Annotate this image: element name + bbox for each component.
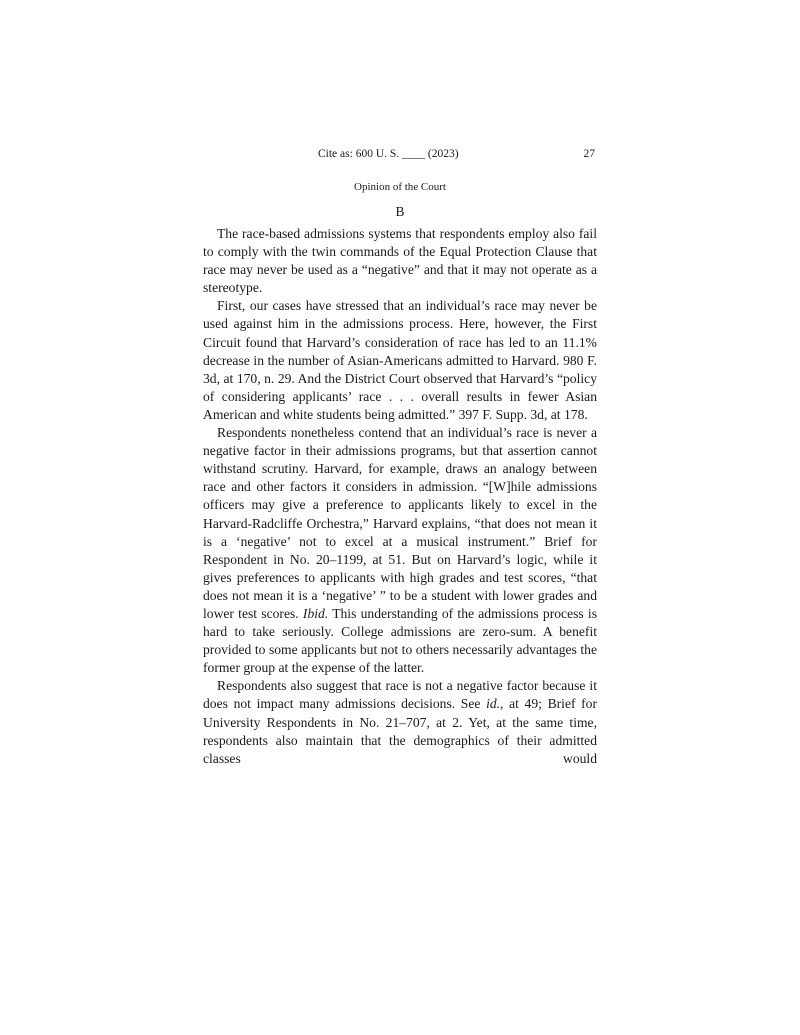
ibid-citation: Ibid.: [302, 605, 329, 621]
paragraph-4-text-b: , at 49; Brief for University Respondents in No. 21–707, at 2. Yet, at the same time, respondents also maintain that the demographics of their admitted classes would: [203, 696, 597, 766]
opinion-body: [203, 225, 597, 768]
paragraph-3: [203, 424, 597, 677]
paragraph-3-text-b: This understanding of the admissions process is hard to take seriously. College admissions are zero-sum. A benefit provided to some applicants but not to others necessarily advantages the former group at the expense of the latter.: [203, 605, 597, 676]
paragraph-3-text-a: Respondents nonetheless contend that an individual’s race is never a negative factor in their admissions programs, but that assertion cannot withstand scrutiny. Harvard, for example, draws an analogy between race and other factors it considers in admission. “[W]hile admissions officers may give a preference to applicants likely to excel in the Harvard-Radcliffe Orchestra,” Harvard explains, “that does not mean it is a ‘negative’ not to excel at a musical instrument.” Brief for Respondent in No. 20–1199, at 51. But on Harvard’s logic, while it gives preferences to applicants with high grades and test scores, “that does not mean it is a ‘negative’ ” to be a student with lower grades and lower test scores.: [203, 425, 597, 621]
id-citation: id.: [486, 696, 501, 712]
paragraph-2: First, our cases have stressed that an individual’s race may never be used against him in the admissions process. Here, however, the First Circuit found that Harvard’s consideration of race has led to an 11.1% decrease in the number of Asian-Americans admitted to Harvard. 980 F. 3d, at 170, n. 29. And the District Court observed that Harvard’s “policy of considering applicants’ race . . . overall results in fewer Asian American and white students being admitted.” 397 F. Supp. 3d, at 178.: [203, 298, 597, 422]
page-number: 27: [583, 148, 595, 160]
paragraph-4-text-a: Respondents also suggest that race is not a negative factor because it does not impact many admissions decisions. See: [203, 678, 597, 712]
paragraph-4: [203, 677, 597, 767]
paragraph-1: The race-based admissions systems that respondents employ also fail to comply with the twin commands of the Equal Protection Clause that race may never be used as a “negative” and that it may not operate as a stereotype.: [203, 226, 597, 296]
citation-line: Cite as: 600 U. S. ____ (2023): [318, 148, 459, 160]
section-heading: B: [395, 204, 405, 219]
running-head: Opinion of the Court: [354, 181, 446, 193]
page-header: [203, 148, 597, 164]
